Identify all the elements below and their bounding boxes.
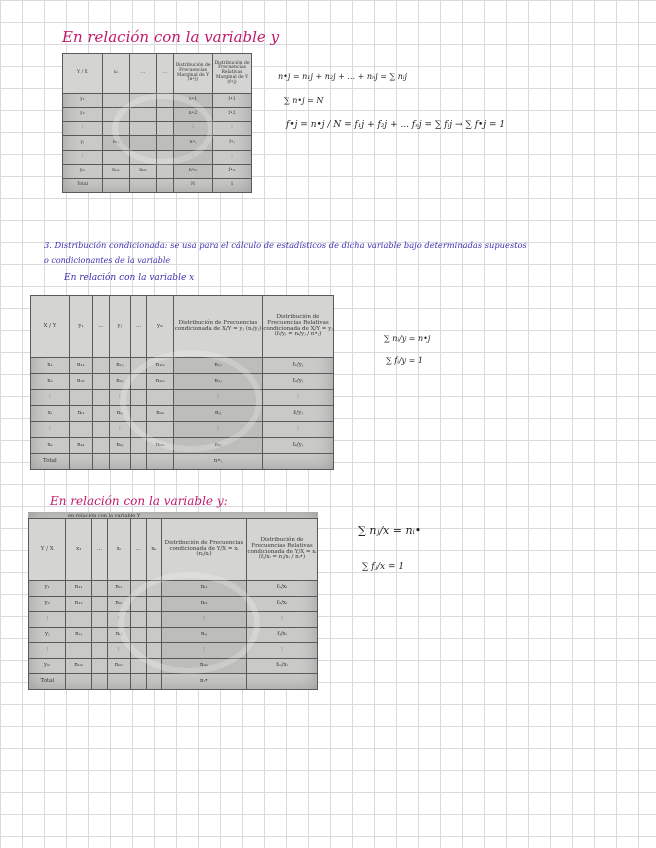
conditional-cell: nᵢₘ: [162, 658, 247, 674]
row-label: xₖ: [31, 438, 70, 454]
conditional-cell: nₖⱼ: [174, 438, 263, 454]
relative-cell: f•ⱼ: [213, 136, 252, 150]
cell: [102, 150, 129, 164]
cell: n₁ⱼ: [109, 358, 130, 374]
cell: [130, 136, 157, 150]
header-xi: xᵢ: [107, 519, 130, 581]
relative-cell: ⋮: [213, 150, 252, 164]
cell: [147, 422, 174, 438]
header-x1: x₁: [66, 519, 92, 581]
marginal-cell: n•ₘ: [174, 164, 213, 178]
relative-cell: f•ₘ: [213, 164, 252, 178]
total-marginal: N: [174, 178, 213, 192]
row-label: ⋮: [29, 643, 66, 659]
cell: nᵢₘ: [147, 406, 174, 422]
row-label: yₘ: [63, 164, 103, 178]
conditional-cell: nᵢ₂: [162, 596, 247, 612]
header-yj: yⱼ: [109, 296, 130, 358]
cell: nᵢₘ: [107, 658, 130, 674]
total-conditional: nᵢ•: [162, 674, 247, 690]
row-label: ⋮: [31, 390, 70, 406]
formula-conditional-x-sum: ∑ nᵢ/y = n•j: [384, 334, 431, 343]
header-y1: y₁: [69, 296, 92, 358]
header-dots: ...: [93, 296, 109, 358]
conditional-cell: n₁ⱼ: [174, 358, 263, 374]
cell: [156, 164, 173, 178]
cell: [156, 108, 173, 122]
cell: [147, 390, 174, 406]
cell: n₂ⱼ: [109, 374, 130, 390]
cell: ⋮: [109, 422, 130, 438]
total-conditional: n•ⱼ: [174, 454, 263, 470]
cell: [69, 390, 92, 406]
relative-conditional-cell: fₘ/xᵢ: [247, 658, 318, 674]
formula-relative-x-sum: ∑ fᵢ/y = 1: [386, 356, 423, 365]
relative-conditional-cell: f₁/yⱼ: [263, 358, 334, 374]
marginal-cell: ⋮: [174, 122, 213, 136]
relative-conditional-cell: ⋮: [247, 612, 318, 628]
cell: n₁ₘ: [66, 658, 92, 674]
header-corner: X / Y: [31, 296, 70, 358]
conditional-cell: ⋮: [162, 612, 247, 628]
row-label: y₁: [29, 581, 66, 597]
table-caption: en relación con la variable Y: [68, 513, 141, 519]
marginal-cell: n•2: [174, 108, 213, 122]
header-relative-conditional: Distribución de Frecuencias Relativas condicionada de X/Y = yⱼ (fᵢ/yⱼ = nᵢ/yⱼ / n•ⱼ): [263, 296, 334, 358]
marginal-cell: n•ⱼ: [174, 136, 213, 150]
header-y: Y: [52, 322, 57, 329]
total-relative-conditional: [247, 674, 318, 690]
cell: [130, 150, 157, 164]
header-relative-conditional: Distribución de Frecuencias Relativas condicionada de Y/X = xᵢ (fⱼ/xᵢ = nⱼ/xᵢ / nᵢ•): [247, 519, 318, 581]
cell: ⋮: [109, 390, 130, 406]
cell: [146, 581, 161, 597]
relative-conditional-cell: f₂/yⱼ: [263, 374, 334, 390]
cell: [69, 422, 92, 438]
cell: [146, 612, 161, 628]
cell: [146, 627, 161, 643]
header-x: X: [49, 545, 54, 552]
header-x: X: [43, 322, 48, 329]
total-relative-conditional: [263, 454, 334, 470]
section1-heading: En relación con la variable y: [62, 28, 280, 46]
cell: ⋮: [107, 643, 130, 659]
formula-total-sum: ∑ n•j = N: [284, 96, 324, 105]
header-marginal: Distribución de Frecuencias Marginal de Y (n•j): [174, 54, 213, 94]
relative-conditional-cell: f₂/xᵢ: [247, 596, 318, 612]
cell: nₖ₁: [69, 438, 92, 454]
marginal-table: [62, 53, 252, 193]
row-label: yⱼ: [29, 627, 66, 643]
cell: nᵢ₂: [107, 596, 130, 612]
conditional-cell: nᵢⱼ: [174, 406, 263, 422]
header-corner: Y / X: [29, 519, 66, 581]
cell: nₖₘ: [130, 164, 157, 178]
cell: [156, 136, 173, 150]
total-relative: 1: [213, 178, 252, 192]
formula-conditional-y-sum: ∑ nⱼ/x = nᵢ•: [358, 524, 422, 537]
conditional-y-table-photo: [28, 512, 318, 690]
row-label: ⋮: [31, 422, 70, 438]
cell: nₖₘ: [147, 438, 174, 454]
row-label: yₘ: [29, 658, 66, 674]
cell: n₁ₘ: [102, 164, 129, 178]
row-label: yⱼ: [63, 136, 103, 150]
formula-marginal-sum: n•j = n₁j + n₂j + ... + nₙj = ∑ nᵢj: [278, 72, 407, 81]
relative-cell: f•1: [213, 94, 252, 108]
row-label: ⋮: [63, 150, 103, 164]
cell: [102, 108, 129, 122]
conditional-y-table: [28, 518, 318, 690]
cell: [146, 596, 161, 612]
row-label: y₂: [63, 108, 103, 122]
conditional-x-table-photo: [30, 295, 334, 470]
cell: nᵢⱼ: [109, 406, 130, 422]
cell: n₁ⱼ: [102, 136, 129, 150]
cell: n₁₁: [66, 581, 92, 597]
header-corner: Y / X: [63, 54, 103, 94]
header-dots: ...: [131, 296, 147, 358]
cell: [156, 150, 173, 164]
row-label: ⋮: [29, 612, 66, 628]
conditional-x-table: [30, 295, 334, 470]
row-label: xᵢ: [31, 406, 70, 422]
relative-conditional-cell: ⋮: [263, 390, 334, 406]
header-y: Y: [40, 545, 45, 552]
header-ym: yₘ: [147, 296, 174, 358]
relative-conditional-cell: fⱼ/xᵢ: [247, 627, 318, 643]
cell: [102, 122, 129, 136]
cell: [146, 658, 161, 674]
cell: n₂₁: [69, 374, 92, 390]
header-dots: ...: [130, 54, 157, 94]
row-label: y₂: [29, 596, 66, 612]
cell: nᵢ₁: [69, 406, 92, 422]
conditional-cell: nᵢ₁: [162, 581, 247, 597]
cell: [146, 643, 161, 659]
relative-cell: ⋮: [213, 122, 252, 136]
header-x1: x₁: [102, 54, 129, 94]
cell: n₁ₘ: [147, 358, 174, 374]
conditional-cell: nᵢⱼ: [162, 627, 247, 643]
relative-conditional-cell: fₖ/yⱼ: [263, 438, 334, 454]
total-label: Total: [29, 674, 66, 690]
cell: [156, 122, 173, 136]
row-label: x₁: [31, 358, 70, 374]
conditional-cell: ⋮: [174, 390, 263, 406]
cell: ⋮: [107, 612, 130, 628]
cell: [102, 94, 129, 108]
cell: n₁₂: [66, 596, 92, 612]
row-label: ⋮: [63, 122, 103, 136]
cell: [130, 108, 157, 122]
cell: [130, 122, 157, 136]
header-y: Y: [77, 70, 81, 76]
cell: n₁ⱼ: [66, 627, 92, 643]
total-label: Total: [63, 178, 103, 192]
header-xk: xₖ: [146, 519, 161, 581]
header-conditional: Distribución de Frecuencias condicionada de X/Y = yⱼ (nᵢ/yⱼ): [174, 296, 263, 358]
section2-heading-line2: o condicionantes de la variable: [44, 256, 171, 265]
cell: nₖⱼ: [109, 438, 130, 454]
cell: n₂ₘ: [147, 374, 174, 390]
formula-relative-y-sum: ∑ fⱼ/x = 1: [362, 562, 405, 572]
header-dots: ...: [156, 54, 173, 94]
section2-heading-line1: 3. Distribución condicionada: se usa para el cálculo de estadísticos de dicha variable bajo determinadas supuestos: [44, 240, 527, 250]
header-conditional: Distribución de Frecuencias condicionada de Y/X = xᵢ (nⱼ/xᵢ): [162, 519, 247, 581]
header-dots: ...: [130, 519, 146, 581]
relative-conditional-cell: ⋮: [247, 643, 318, 659]
cell: [130, 94, 157, 108]
conditional-cell: n₂ⱼ: [174, 374, 263, 390]
cell: nᵢ₁: [107, 581, 130, 597]
header-x: X: [84, 70, 88, 76]
marginal-table-photo: [62, 53, 252, 193]
marginal-cell: n•1: [174, 94, 213, 108]
cell: [66, 643, 92, 659]
section3-heading: En relación con la variable y:: [50, 494, 228, 508]
header-dots: ...: [92, 519, 108, 581]
row-label: x₂: [31, 374, 70, 390]
relative-cell: f•2: [213, 108, 252, 122]
cell: [156, 94, 173, 108]
conditional-cell: ⋮: [174, 422, 263, 438]
header-relative: Distribución de Frecuencias Relativas Marginal de Y (f•j): [213, 54, 252, 94]
relative-conditional-cell: fᵢ/yⱼ: [263, 406, 334, 422]
cell: n₁₁: [69, 358, 92, 374]
conditional-cell: ⋮: [162, 643, 247, 659]
relative-conditional-cell: ⋮: [263, 422, 334, 438]
row-label: y₁: [63, 94, 103, 108]
formula-relative-sum: f•j = n•j / N = f₁j + f₂j + ... fₙj = ∑ fᵢj → ∑ f•j = 1: [286, 120, 506, 130]
cell: nᵢⱼ: [107, 627, 130, 643]
relative-conditional-cell: f₁/xᵢ: [247, 581, 318, 597]
section2-subheading: En relación con la variable x: [64, 273, 195, 283]
total-label: Total: [31, 454, 70, 470]
cell: [66, 612, 92, 628]
marginal-cell: ⋮: [174, 150, 213, 164]
